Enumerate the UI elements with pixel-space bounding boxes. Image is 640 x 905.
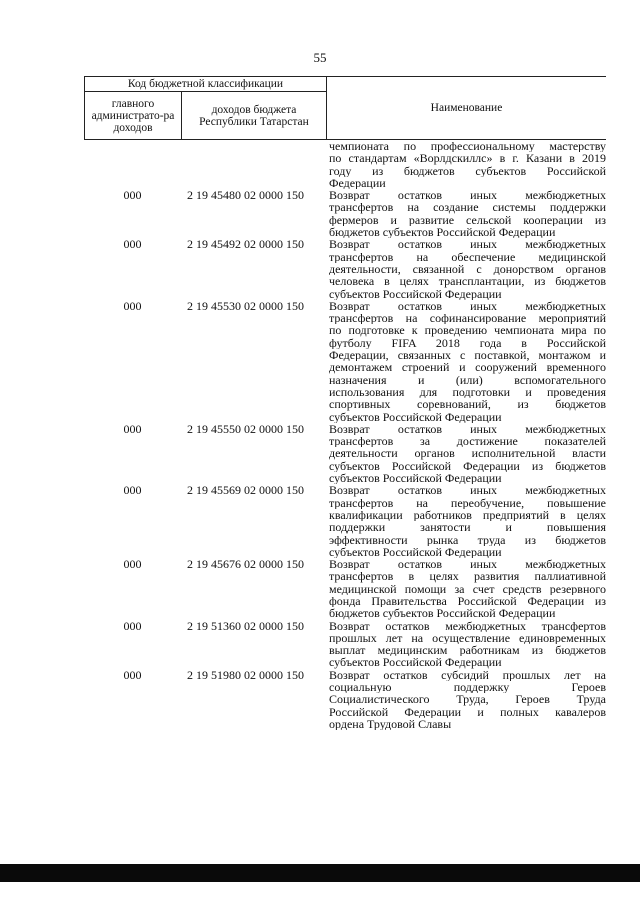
- name-line: прошлых лет на осуществление единовременных: [329, 631, 606, 645]
- name-cell: [329, 238, 606, 299]
- name-line: демонтажем строений и сооружений временного: [329, 361, 606, 374]
- name-line: трансфертов в целях развития паллиативной: [329, 570, 606, 583]
- name-line: Социалистического Труда, Героев Труда: [329, 693, 606, 706]
- name-line: эффективности рынка труда из бюджетов: [329, 533, 606, 546]
- table-row: [84, 484, 606, 558]
- budget-classification-table: [84, 76, 606, 730]
- income-code-cell: 2 19 45492 02 0000 150: [187, 237, 304, 252]
- admin-code-cell: 000: [123, 618, 142, 633]
- table-row: [84, 423, 606, 484]
- table-row: [84, 189, 606, 238]
- page-number: 55: [313, 50, 327, 65]
- name-cell: [329, 189, 606, 238]
- name-line: субъектов Российской Федерации: [329, 656, 502, 669]
- header-income-column: доходов бюджета Республики Татарстан: [199, 103, 309, 128]
- name-line: трансфертов на софинансирование мероприятий: [329, 312, 606, 325]
- name-line: ордена Трудовой Славы: [329, 717, 452, 731]
- name-line: Возврат остатков субсидий прошлых лет на: [329, 668, 606, 682]
- admin-code-cell: 000: [123, 667, 142, 682]
- income-code-cell: 2 19 45480 02 0000 150: [187, 188, 304, 203]
- table-row: [84, 238, 606, 299]
- name-line: спортивных соревнований, из бюджетов: [329, 398, 606, 411]
- scan-bottom-bar: [0, 864, 640, 882]
- admin-code-cell: 000: [123, 237, 142, 252]
- name-line: субъектов Российской Федерации: [329, 472, 502, 485]
- name-line: Российской Федерации и полных кавалеров: [329, 705, 606, 718]
- income-code-cell: 2 19 51980 02 0000 150: [187, 667, 304, 682]
- name-line: Возврат остатков иных межбюджетных: [329, 238, 606, 251]
- name-line: деятельности органов исполнительной власти: [329, 447, 606, 460]
- name-line: фонда Правительства Российской Федерации из: [329, 594, 606, 608]
- name-cell: [329, 300, 606, 423]
- table-row: [84, 300, 606, 423]
- table-header: [84, 76, 606, 140]
- table-body: [84, 140, 606, 730]
- name-line: Возврат остатков иных межбюджетных: [329, 422, 606, 436]
- name-line: трансфертов на создание системы поддержки: [329, 201, 606, 214]
- income-code-cell: 2 19 45550 02 0000 150: [187, 421, 304, 436]
- income-code-cell: 2 19 51360 02 0000 150: [187, 618, 304, 633]
- name-line: человека в целях трансплантации, из бюджетов: [329, 275, 606, 288]
- name-cell: [329, 669, 606, 730]
- name-line: Возврат остатков иных межбюджетных: [329, 189, 606, 202]
- name-line: социальную поддержку Героев: [329, 681, 606, 694]
- name-line: году из бюджетов субъектов Российской: [329, 164, 606, 177]
- name-line: квалификации работников предприятий в целях: [329, 508, 606, 522]
- name-line: Федерации, связанных с поставкой, монтажом и: [329, 349, 606, 362]
- name-line: Возврат остатков иных межбюджетных: [329, 558, 606, 571]
- admin-code-cell: 000: [123, 188, 142, 203]
- name-line: чемпионата по профессиональному мастерству: [329, 140, 606, 153]
- header-code-group: [85, 77, 327, 139]
- name-line: субъектов Российской Федерации из бюджетов: [329, 459, 606, 473]
- name-cell: [329, 558, 606, 619]
- name-line: трансфертов на переобучение, повышение: [329, 496, 606, 509]
- table-row: [84, 558, 606, 619]
- name-line: бюджетов субъектов Российской Федерации: [329, 226, 556, 239]
- admin-code-cell: 000: [123, 483, 142, 498]
- admin-code-cell: 000: [123, 557, 142, 572]
- continuation-row: [84, 140, 606, 189]
- table-row: [84, 620, 606, 669]
- header-code-title: Код бюджетной классификации: [85, 77, 326, 92]
- name-line: назначения и (или) вспомогательного: [329, 373, 606, 386]
- name-line: Возврат остатков межбюджетных трансфертов: [329, 619, 606, 632]
- income-code-cell: 2 19 45530 02 0000 150: [187, 298, 304, 313]
- income-code-cell: 2 19 45676 02 0000 150: [187, 557, 304, 572]
- name-line: использования для подготовки и проведения: [329, 385, 606, 399]
- name-line: выплат медицинским работникам из бюджетов: [329, 644, 606, 657]
- name-line: поддержки занятости и повышения: [329, 521, 606, 534]
- name-line: субъектов Российской Федерации: [329, 545, 502, 559]
- name-line: по подготовке к проведению чемпионата мира по: [329, 324, 606, 337]
- name-line: трансфертов за достижение показателей: [329, 435, 606, 448]
- name-line: субъектов Российской Федерации: [329, 287, 502, 300]
- header-name-column: Наименование: [430, 102, 503, 114]
- admin-code-cell: 000: [123, 298, 142, 313]
- name-line: Федерации: [329, 176, 386, 190]
- name-line: бюджетов субъектов Российской Федерации: [329, 607, 556, 620]
- header-admin-column: главного администрато-ра доходов: [85, 92, 182, 139]
- name-line: деятельности, связанной с донорством органов: [329, 262, 606, 276]
- continuation-text: [329, 140, 606, 189]
- name-line: по стандартам «Ворлдскиллс» в г. Казани в 2019: [329, 152, 606, 165]
- admin-code-cell: 000: [123, 421, 142, 436]
- name-line: трансфертов на обеспечение медицинской: [329, 250, 606, 263]
- table-row: [84, 669, 606, 730]
- name-cell: [329, 423, 606, 484]
- name-line: Возврат остатков иных межбюджетных: [329, 484, 606, 497]
- name-line: фермеров и развитие сельской кооперации из: [329, 213, 606, 227]
- name-line: Возврат остатков иных межбюджетных: [329, 299, 606, 313]
- name-line: субъектов Российской Федерации: [329, 410, 502, 423]
- name-line: медицинской помощи за счет средств резервного: [329, 582, 606, 595]
- name-cell: [329, 620, 606, 669]
- name-cell: [329, 484, 606, 558]
- income-code-cell: 2 19 45569 02 0000 150: [187, 483, 304, 498]
- name-line: футболу FIFA 2018 года в Российской: [329, 336, 606, 350]
